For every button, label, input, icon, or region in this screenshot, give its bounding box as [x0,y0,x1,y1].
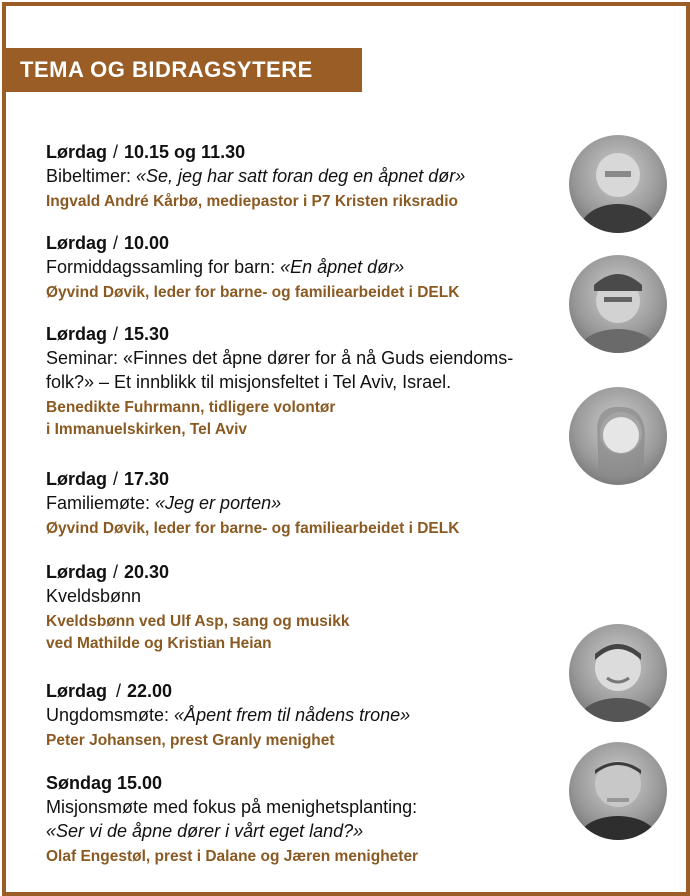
portrait-photo [569,135,667,233]
portrait-photo [569,255,667,353]
entry-description [46,164,566,188]
section-title: TEMA OG BIDRAGSYTERE [20,57,313,82]
entry-description-line-1: Misjonsmøte med fokus på menighetsplanting: [46,797,418,817]
entry-description [46,703,566,727]
entry-when [46,560,566,584]
entry-day: Lørdag [46,233,107,253]
entry-speaker-line-1: Benedikte Fuhrmann, tidligere volontør [46,399,336,416]
entry-time: 20.30 [124,562,170,582]
entry-time: 10.00 [124,233,170,253]
program-entry [46,322,566,441]
entry-desc-title: «En åpnet dør» [280,257,405,277]
entry-desc-title: «Ser vi de åpne dører i vårt eget land?» [46,821,364,841]
entry-time: 15.30 [124,324,170,344]
entry-day: Lørdag [46,324,107,344]
entry-when [46,679,566,703]
entry-description-line-2 [46,819,566,843]
entry-speaker-line-1: Kveldsbønn ved Ulf Asp, sang og musikk [46,613,350,630]
program-entry [46,560,566,655]
entry-day: Lørdag [46,469,107,489]
entry-separator: / [113,562,119,582]
program-entry [46,467,566,540]
entry-separator: / [113,469,119,489]
entry-when [46,231,566,255]
portrait-photo [569,742,667,840]
program-entry [46,231,566,304]
program-entry [46,771,566,868]
entry-desc-title: «Jeg er porten» [155,493,282,513]
entry-day: Lørdag [46,142,107,162]
entry-speaker-line-2: i Immanuelskirken, Tel Aviv [46,421,248,438]
section-header [2,48,362,92]
entry-speaker-line-2: ved Mathilde og Kristian Heian [46,635,272,652]
entry-desc-title: «Se, jeg har satt foran deg en åpnet dør» [136,166,466,186]
entry-day: Lørdag [46,562,107,582]
entry-desc-prefix: Familiemøte: [46,493,156,513]
entry-desc-prefix: Bibeltimer: [46,166,137,186]
entry-speaker: Øyvind Døvik, leder for barne- og familiearbeidet i DELK [46,520,460,537]
portrait-photo [569,387,667,485]
portrait-photo [569,624,667,722]
entry-description: Kveldsbønn [46,586,142,606]
program-entry [46,140,566,213]
entry-description [46,255,566,279]
entry-time: 17.30 [124,469,170,489]
entry-desc-title: «Åpent frem til nådens trone» [174,705,411,725]
entry-separator: / [116,681,122,701]
entry-desc-prefix: Ungdomsmøte: [46,705,175,725]
entry-speaker: Olaf Engestøl, prest i Dalane og Jæren menigheter [46,848,419,865]
entry-description [46,491,566,515]
entry-when [46,322,566,346]
entry-day: Lørdag [46,681,107,701]
entry-separator: / [113,324,119,344]
entry-desc-prefix: Formiddagssamling for barn: [46,257,281,277]
entry-when [46,140,566,164]
entry-description-line-2: folk?» – Et innblikk til misjonsfeltet i Tel Aviv, Israel. [46,372,452,392]
entry-speaker: Peter Johansen, prest Granly menighet [46,732,335,749]
entry-time: 22.00 [127,681,173,701]
entry-speaker: Øyvind Døvik, leder for barne- og familiearbeidet i DELK [46,284,460,301]
entry-time: 10.15 og 11.30 [124,142,246,162]
entry-when [46,771,566,795]
entry-separator: / [113,233,119,253]
program-entry [46,679,566,752]
entry-speaker: Ingvald André Kårbø, mediepastor i P7 Kristen riksradio [46,193,459,210]
entry-when [46,467,566,491]
entry-day-time: Søndag 15.00 [46,773,163,793]
entry-separator: / [113,142,119,162]
entry-description-line-1: Seminar: «Finnes det åpne dører for å nå Guds eiendoms- [46,348,514,368]
